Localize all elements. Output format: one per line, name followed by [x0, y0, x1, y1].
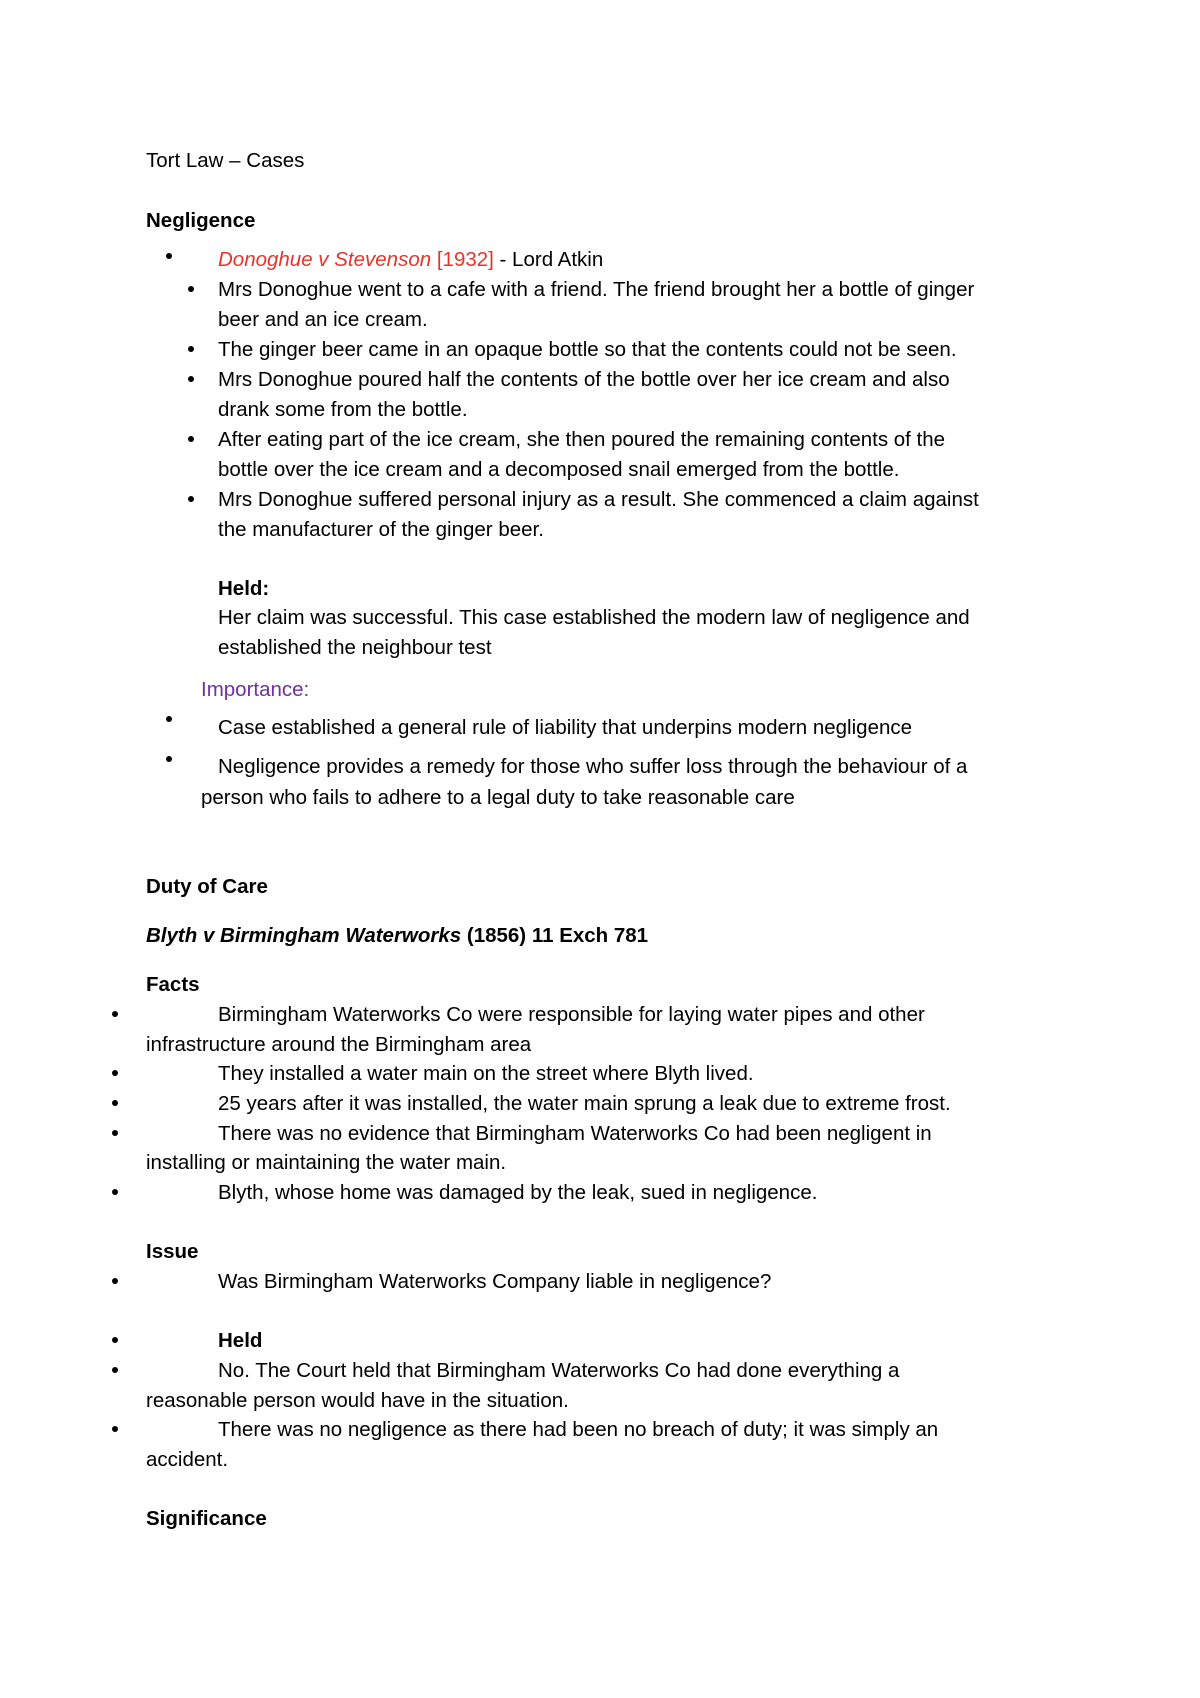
- issue-label: Issue: [146, 1240, 199, 1263]
- case-name: Donoghue v Stevenson: [218, 248, 432, 271]
- fact-line: After eating part of the ice cream, she then poured the remaining contents of the: [218, 428, 946, 451]
- held-line: No. The Court held that Birmingham Waterworks Co had done everything a: [218, 1359, 900, 1382]
- bullet-icon: [188, 496, 194, 502]
- issue-line: Was Birmingham Waterworks Company liable in negligence?: [218, 1270, 772, 1293]
- significance-label: Significance: [146, 1507, 267, 1530]
- fact-line: Birmingham Waterworks Co were responsible for laying water pipes and other: [218, 1003, 925, 1026]
- held-line: Her claim was successful. This case established the modern law of negligence and: [218, 606, 970, 629]
- case-citation: (1856) 11 Exch 781: [461, 924, 649, 947]
- importance-label: Importance:: [201, 678, 310, 701]
- fact-line: Mrs Donoghue poured half the contents of the bottle over her ice cream and also: [218, 368, 950, 391]
- fact-line: Mrs Donoghue went to a cafe with a friend. The friend brought her a bottle of ginger: [218, 278, 975, 301]
- case-year: [1932]: [436, 248, 494, 271]
- bullet-icon: [188, 376, 194, 382]
- section-heading-duty: Duty of Care: [146, 875, 268, 898]
- section-heading-negligence: Negligence: [146, 209, 256, 232]
- bullet-icon: [112, 1426, 118, 1432]
- fact-line: drank some from the bottle.: [218, 398, 468, 421]
- bullet-icon: [112, 1100, 118, 1106]
- fact-line: the manufacturer of the ginger beer.: [218, 518, 544, 541]
- document-title: Tort Law – Cases: [146, 149, 305, 172]
- bullet-icon: [112, 1070, 118, 1076]
- fact-line: There was no evidence that Birmingham Waterworks Co had been negligent in: [218, 1122, 932, 1145]
- bullet-icon: [112, 1011, 118, 1017]
- fact-line: 25 years after it was installed, the water main sprung a leak due to extreme frost.: [218, 1092, 951, 1115]
- fact-line: infrastructure around the Birmingham area: [146, 1033, 532, 1056]
- fact-line: They installed a water main on the street where Blyth lived.: [218, 1062, 754, 1085]
- fact-line: beer and an ice cream.: [218, 308, 428, 331]
- case-line-donoghue: [218, 245, 603, 275]
- case-judge: - Lord Atkin: [493, 248, 604, 271]
- case-line-blyth: [146, 921, 648, 951]
- fact-line: installing or maintaining the water main.: [146, 1151, 507, 1174]
- importance-line: Negligence provides a remedy for those who suffer loss through the behaviour of a: [218, 755, 968, 778]
- importance-line: person who fails to adhere to a legal duty to take reasonable care: [201, 786, 795, 809]
- fact-line: The ginger beer came in an opaque bottle so that the contents could not be seen.: [218, 338, 957, 361]
- case-name: Blyth v Birmingham Waterworks: [146, 924, 462, 947]
- bullet-icon: [166, 756, 172, 762]
- bullet-icon: [112, 1130, 118, 1136]
- bullet-icon: [166, 716, 172, 722]
- held-line: established the neighbour test: [218, 636, 492, 659]
- bullet-icon: [188, 436, 194, 442]
- bullet-icon: [112, 1189, 118, 1195]
- fact-line: bottle over the ice cream and a decomposed snail emerged from the bottle.: [218, 458, 900, 481]
- bullet-icon: [112, 1367, 118, 1373]
- held-label: Held:: [218, 577, 270, 600]
- bullet-icon: [166, 253, 172, 259]
- fact-line: Blyth, whose home was damaged by the leak, sued in negligence.: [218, 1181, 818, 1204]
- held-label: Held: [218, 1329, 263, 1352]
- held-line: reasonable person would have in the situation.: [146, 1389, 569, 1412]
- bullet-icon: [188, 346, 194, 352]
- bullet-icon: [188, 286, 194, 292]
- bullet-icon: [112, 1337, 118, 1343]
- held-line: There was no negligence as there had been no breach of duty; it was simply an: [218, 1418, 939, 1441]
- importance-line: Case established a general rule of liability that underpins modern negligence: [218, 716, 913, 739]
- held-line: accident.: [146, 1448, 229, 1471]
- bullet-icon: [112, 1278, 118, 1284]
- fact-line: Mrs Donoghue suffered personal injury as a result. She commenced a claim against: [218, 488, 979, 511]
- facts-label: Facts: [146, 973, 200, 996]
